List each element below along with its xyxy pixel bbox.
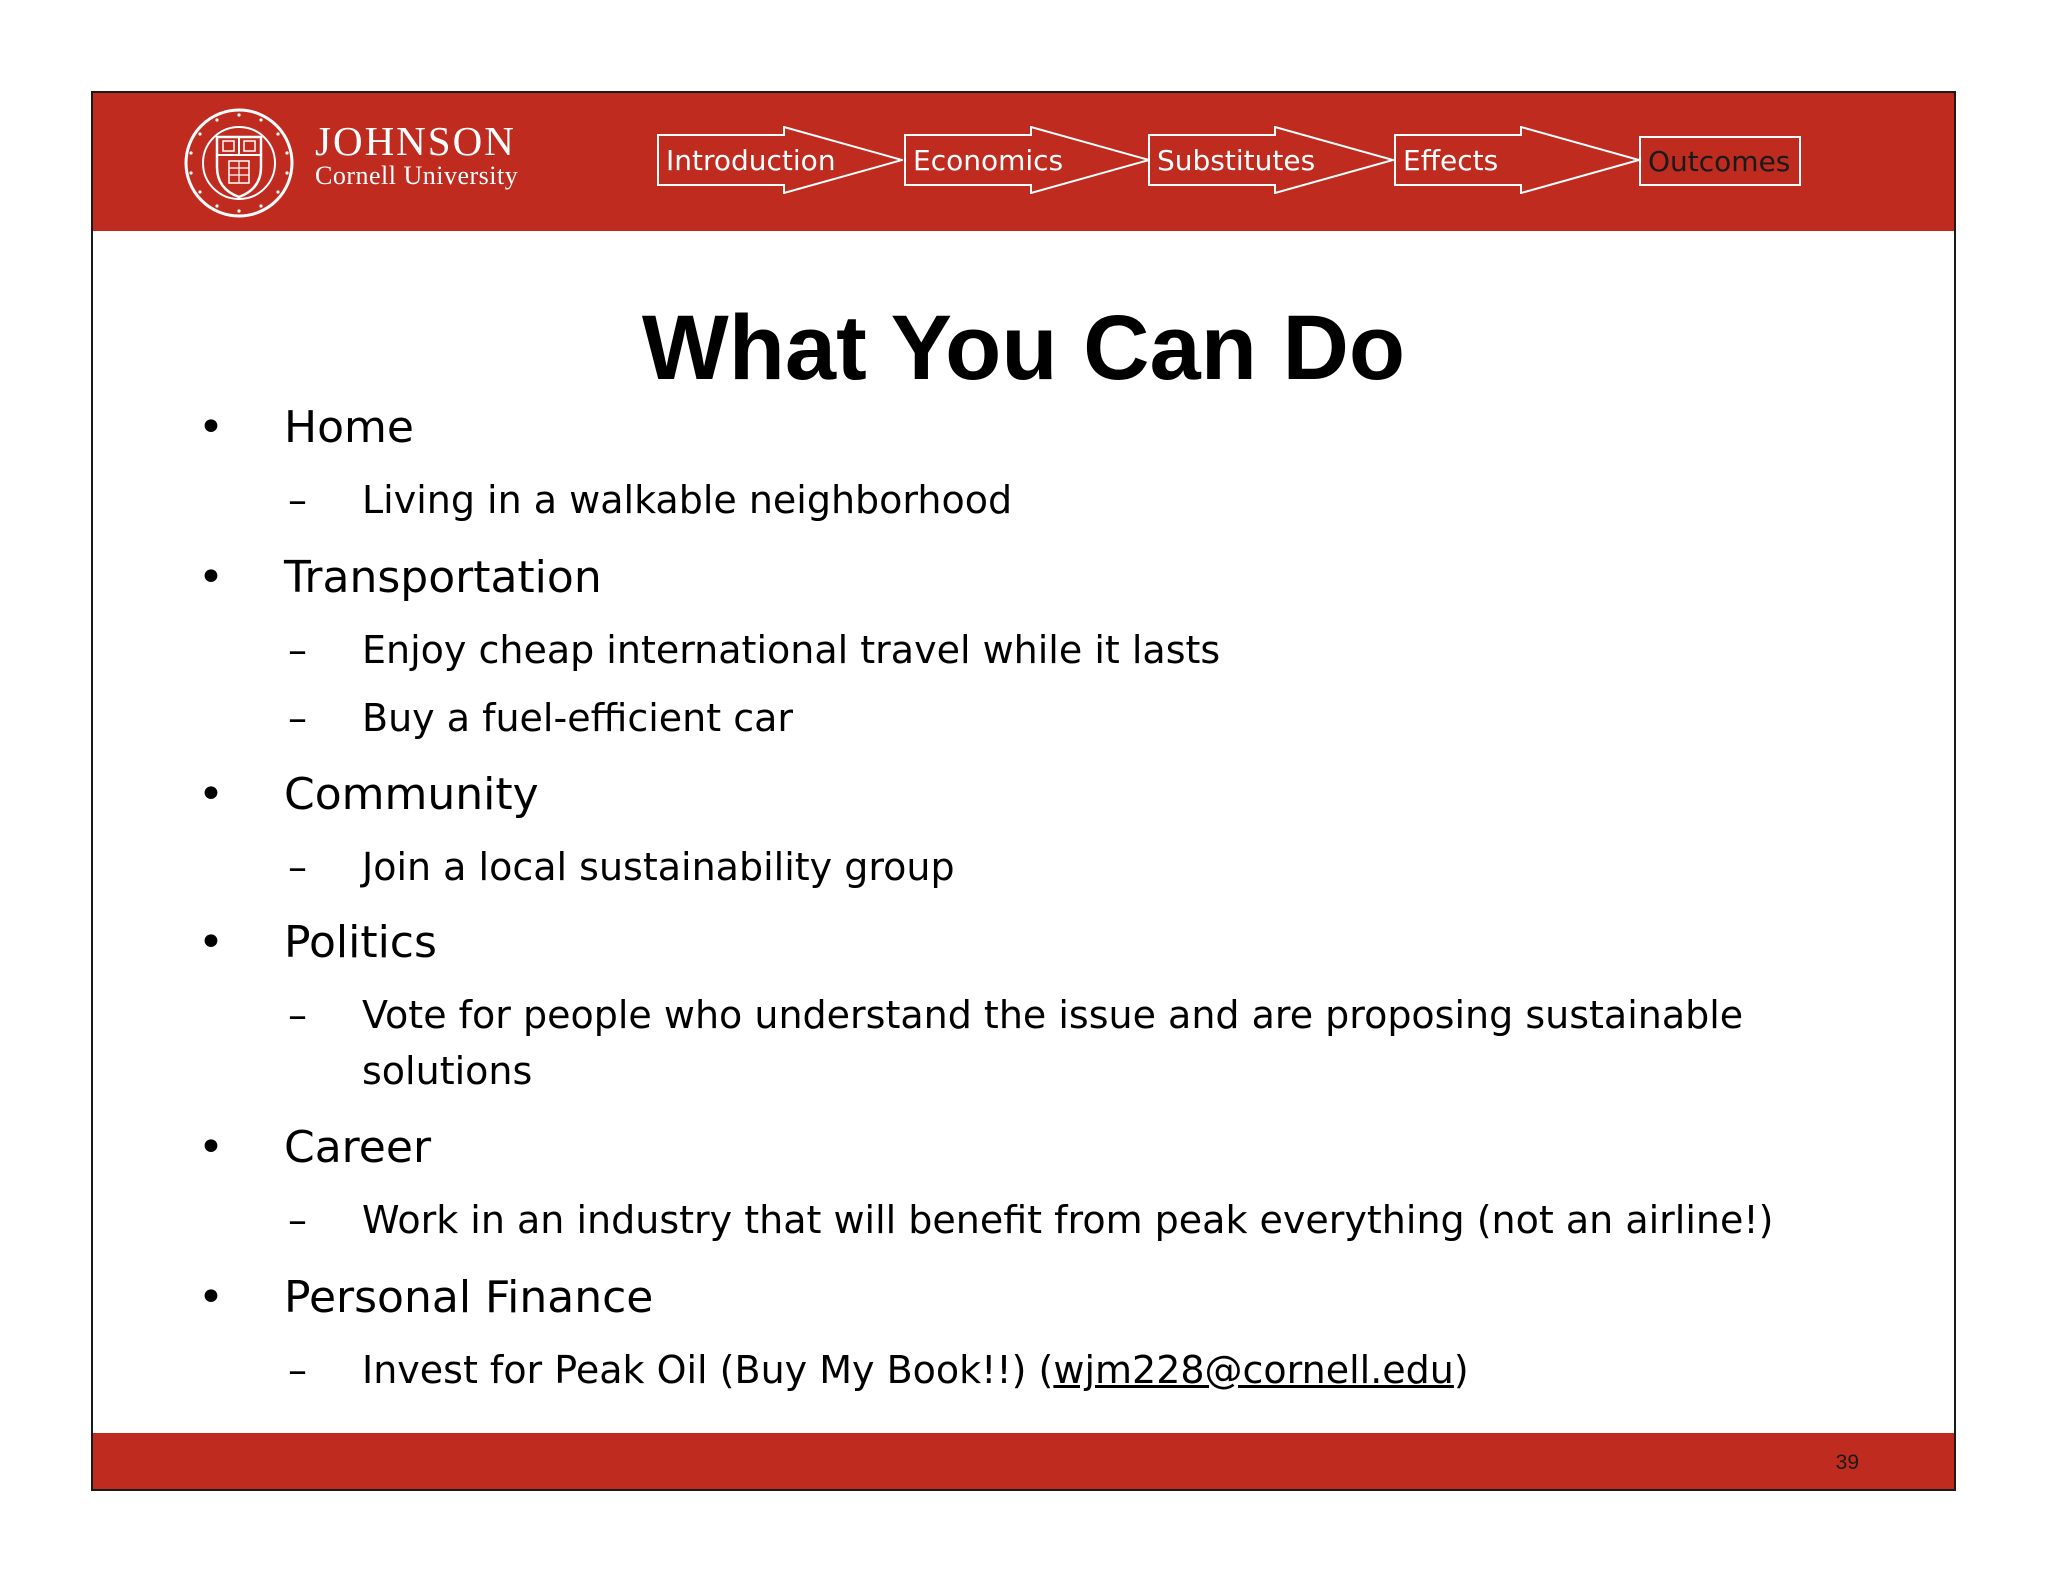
nav-step-label: Introduction bbox=[666, 144, 836, 177]
bullet-glyph: • bbox=[198, 769, 224, 820]
nav-step-label: Outcomes bbox=[1648, 145, 1791, 178]
bullet-label: Home bbox=[284, 402, 414, 453]
sub-item-text: Join a local sustainability group bbox=[362, 845, 955, 889]
page-number: 39 bbox=[1835, 1451, 1859, 1474]
sub-item-prefix: Invest for Peak Oil (Buy My Book!!) ( bbox=[362, 1348, 1054, 1392]
bullet-glyph: • bbox=[198, 1272, 224, 1323]
dash-glyph: – bbox=[288, 1198, 307, 1242]
nav-step-label: Effects bbox=[1403, 144, 1499, 177]
bullet-label: Career bbox=[284, 1122, 432, 1173]
email-link[interactable]: wjm228@cornell.edu bbox=[1053, 1348, 1454, 1392]
nav-step-label: Economics bbox=[913, 144, 1064, 177]
dash-glyph: – bbox=[288, 845, 307, 889]
sub-item-text bbox=[362, 1342, 1469, 1398]
bullet-label: Community bbox=[284, 769, 539, 820]
sub-item-text: Living in a walkable neighborhood bbox=[362, 478, 1013, 522]
sub-item-text: Vote for people who understand the issue and are proposing sustainable solutions bbox=[362, 993, 1744, 1093]
bullet-label: Personal Finance bbox=[284, 1272, 654, 1323]
sub-item-text: Buy a fuel-efficient car bbox=[362, 696, 794, 740]
bullet-glyph: • bbox=[198, 552, 224, 603]
dash-glyph: – bbox=[288, 993, 307, 1037]
dash-glyph: – bbox=[288, 478, 307, 522]
bullet-list bbox=[93, 93, 1954, 1489]
bullet-label: Politics bbox=[284, 917, 437, 968]
logo-name: JOHNSON bbox=[315, 118, 516, 164]
bullet-glyph: • bbox=[198, 1122, 224, 1173]
bullet-glyph: • bbox=[198, 402, 224, 453]
sub-item-text: Enjoy cheap international travel while it lasts bbox=[362, 628, 1221, 672]
bullet-glyph: • bbox=[198, 917, 224, 968]
slide bbox=[91, 91, 1956, 1491]
bullet-label: Transportation bbox=[284, 552, 602, 603]
logo-university: Cornell University bbox=[315, 161, 519, 190]
dash-glyph: – bbox=[288, 628, 307, 672]
nav-step-label: Substitutes bbox=[1157, 144, 1316, 177]
slide-title: What You Can Do bbox=[641, 297, 1406, 399]
dash-glyph: – bbox=[288, 1348, 307, 1392]
sub-item-text: Work in an industry that will benefit from peak everything (not an airline!) bbox=[362, 1198, 1774, 1242]
dash-glyph: – bbox=[288, 696, 307, 740]
sub-item-suffix: ) bbox=[1453, 1348, 1469, 1392]
footer-band bbox=[93, 1433, 1954, 1489]
